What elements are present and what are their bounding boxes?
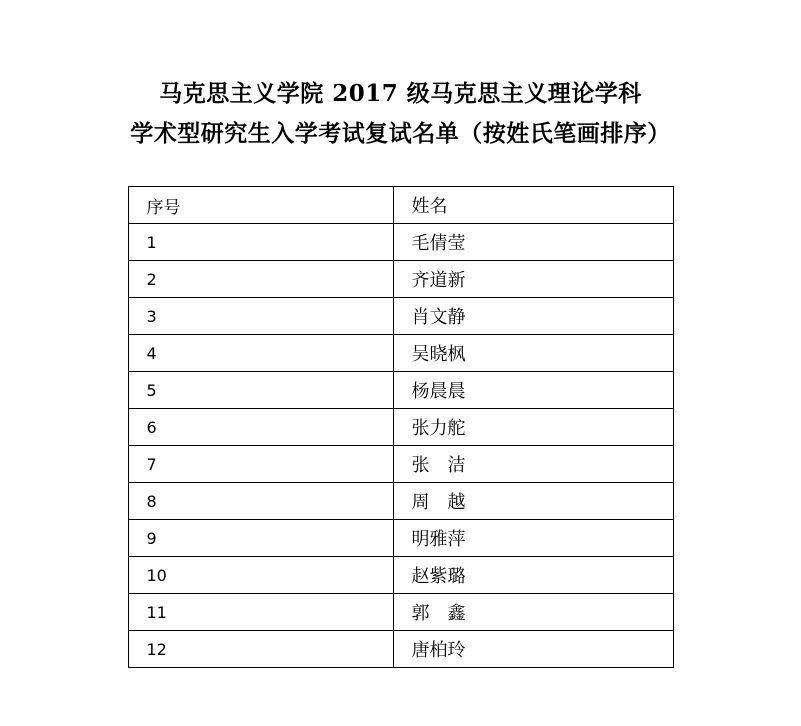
row-name: 肖文静: [393, 298, 673, 335]
row-index: 8: [128, 483, 393, 520]
table-row: [128, 631, 673, 668]
row-index: 12: [128, 631, 393, 668]
row-name: 明雅萍: [393, 520, 673, 557]
row-index: 2: [128, 261, 393, 298]
row-index: 9: [128, 520, 393, 557]
table-row: [128, 224, 673, 261]
table-row: [128, 409, 673, 446]
table-row: [128, 520, 673, 557]
row-name: 赵紫璐: [393, 557, 673, 594]
row-index: 7: [128, 446, 393, 483]
column-header-index: 序号: [128, 187, 393, 224]
row-index: 4: [128, 335, 393, 372]
row-name: 齐道新: [393, 261, 673, 298]
row-name: 毛倩莹: [393, 224, 673, 261]
page-title-line-2: 学术型研究生入学考试复试名单（按姓氏笔画排序）: [130, 120, 671, 147]
row-index: 6: [128, 409, 393, 446]
table-row: [128, 557, 673, 594]
row-name: 郭 鑫: [393, 594, 673, 631]
table-body: [128, 224, 673, 668]
table-row: [128, 261, 673, 298]
row-name: 杨晨晨: [393, 372, 673, 409]
table-row: [128, 594, 673, 631]
page-title-line-1: 马克思主义学院 2017 级马克思主义理论学科: [159, 80, 642, 107]
row-index: 5: [128, 372, 393, 409]
row-name: 吴晓枫: [393, 335, 673, 372]
table-header-row: [128, 187, 673, 224]
table-row: [128, 483, 673, 520]
page-title: [0, 0, 801, 154]
table-row: [128, 298, 673, 335]
row-index: 11: [128, 594, 393, 631]
row-index: 3: [128, 298, 393, 335]
column-header-name: 姓名: [393, 187, 673, 224]
row-name: 周 越: [393, 483, 673, 520]
row-name: 张 洁: [393, 446, 673, 483]
table-row: [128, 335, 673, 372]
row-name: 张力舵: [393, 409, 673, 446]
row-index: 1: [128, 224, 393, 261]
row-name: 唐柏玲: [393, 631, 673, 668]
candidate-list-table: [128, 186, 674, 668]
table-row: [128, 372, 673, 409]
table-row: [128, 446, 673, 483]
row-index: 10: [128, 557, 393, 594]
